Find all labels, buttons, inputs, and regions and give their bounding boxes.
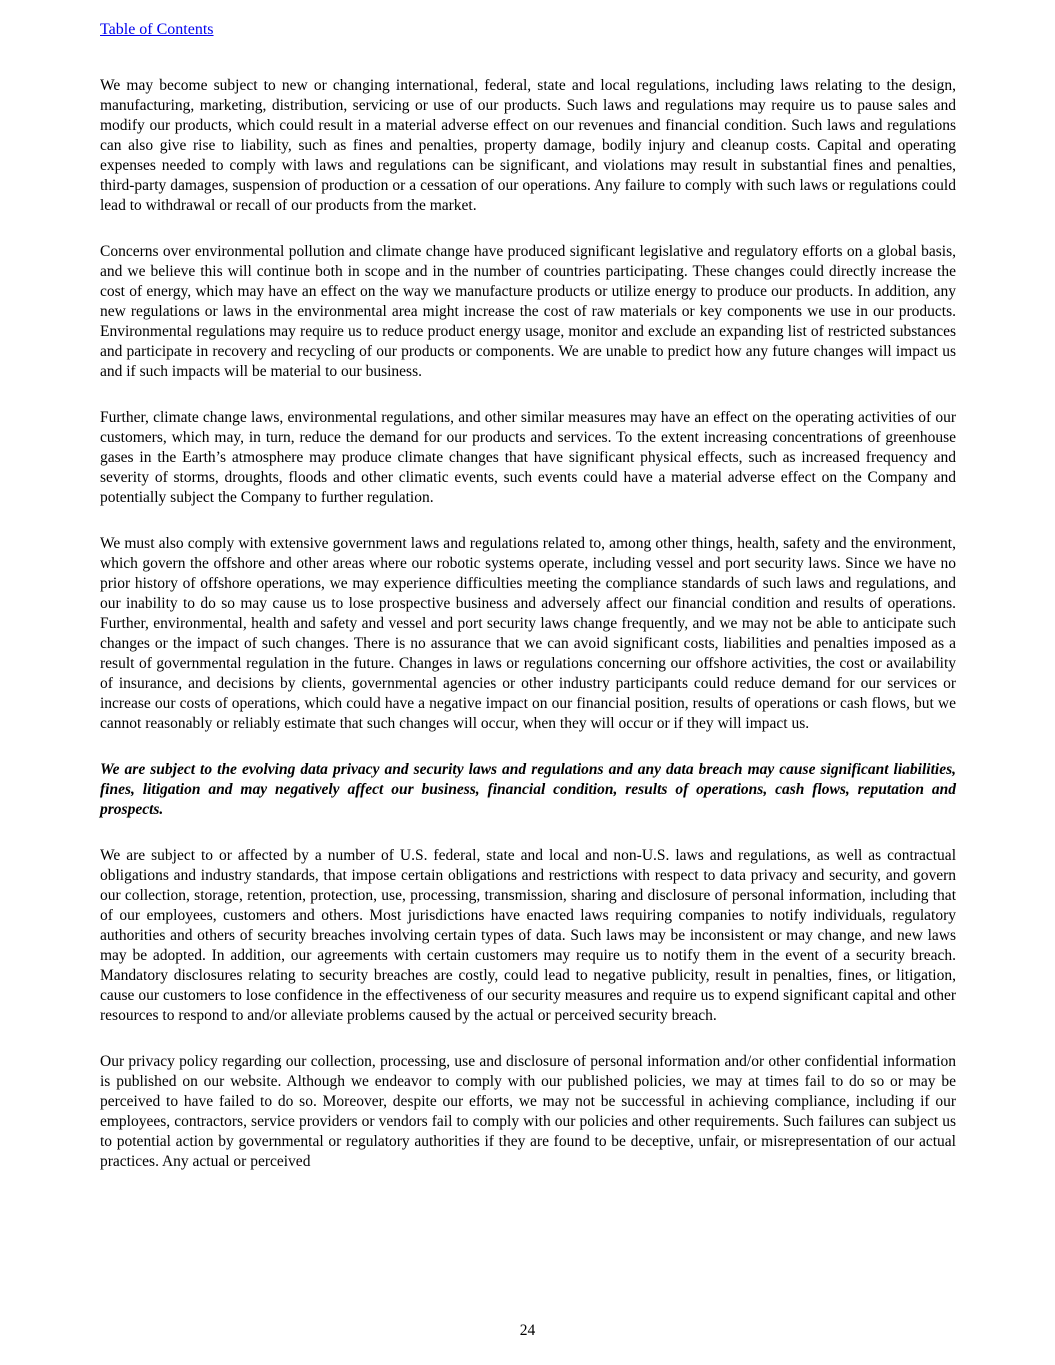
page-content <box>100 20 956 1198</box>
paragraph: We must also comply with extensive government laws and regulations related to, among other things, health, safety and the environment, which govern the offshore and other areas where our robotic systems operate, including vessel and port security laws. Since we have no prior history of offshore operations, we may experience difficulties meeting the compliance standards of such laws and regulations, and our inability to do so may cause us to lose prospective business and adversely affect our financial condition and results of operations. Further, environmental, health and safety and vessel and port security laws change frequently, and we may not be able to anticipate such changes or the impact of such changes. There is no assurance that we can avoid significant costs, liabilities and penalties imposed as a result of governmental regulation in the future. Changes in laws or regulations concerning our offshore activities, the cost or availability of insurance, and decisions by clients, governmental agencies or other industry participants could reduce demand for our services or increase our costs of operations, which could have a negative impact on our financial position, results of operations or cash flows, but we cannot reasonably or reliably estimate that such changes will occur, when they will occur or if they will impact us. <box>100 535 956 732</box>
paragraph: We are subject to or affected by a number of U.S. federal, state and local and non-U.S. laws and regulations, as well as contractual obligations and industry standards, that impose certain obligations and restrictions with respect to data privacy and security, and govern our collection, storage, retention, protection, use, processing, transmission, sharing and disclosure of personal information, including that of our employees, customers and others. Most jurisdictions have enacted laws requiring companies to notify individuals, regulatory authorities and others of security breaches involving certain types of data. Such laws may be inconsistent or may change, and new laws may be adopted. In addition, our agreements with certain customers may require us to notify them in the event of a security breach. Mandatory disclosures relating to security breaches are costly, could lead to negative publicity, result in penalties, fines, or litigation, cause our customers to lose confidence in the effectiveness of our security measures and require us to expend significant capital and other resources to respond to and/or alleviate problems caused by the actual or perceived security breach. <box>100 847 956 1024</box>
risk-factor-heading: We are subject to the evolving data privacy and security laws and regulations and any data breach may cause significant liabilities, fines, litigation and may negatively affect our business, financial condition, results of operations, cash flows, reputation and prospects. <box>100 761 956 818</box>
page-number: 24 <box>519 1322 536 1339</box>
table-of-contents-link[interactable]: Table of Contents <box>100 21 214 38</box>
paragraph: Further, climate change laws, environmental regulations, and other similar measures may have an effect on the operating activities of our customers, which may, in turn, reduce the demand for our products and services. To the extent increasing concentrations of greenhouse gases in the Earth’s atmosphere may produce climate changes that have significant physical effects, such as increased frequency and severity of storms, droughts, floods and other climatic events, such events could have a material adverse effect on the Company and potentially subject the Company to further regulation. <box>100 409 956 506</box>
body-paragraphs <box>100 76 956 1172</box>
paragraph: Our privacy policy regarding our collection, processing, use and disclosure of personal information and/or other confidential information is published on our website. Although we endeavor to comply with our published policies, we may at times fail to do so or may be perceived to have failed to do so. Moreover, despite our efforts, we may not be successful in achieving compliance, including if our employees, contractors, service providers or vendors fail to comply with our policies and other requirements. Such failures can subject us to potential action by governmental or regulatory authorities if they are found to be deceptive, unfair, or misrepresentation of our actual practices. Any actual or perceived <box>100 1053 956 1170</box>
paragraph: We may become subject to new or changing international, federal, state and local regulations, including laws relating to the design, manufacturing, marketing, distribution, servicing or use of our products. Such laws and regulations may require us to pause sales and modify our products, which could result in a material adverse effect on our revenues and financial condition. Such laws and regulations can also give rise to liability, such as fines and penalties, property damage, bodily injury and cleanup costs. Capital and operating expenses needed to comply with laws and regulations can be significant, and violations may result in substantial fines and penalties, third-party damages, suspension of production or a cessation of our operations. Any failure to comply with such laws or regulations could lead to withdrawal or recall of our products from the market. <box>100 77 956 214</box>
paragraph: Concerns over environmental pollution and climate change have produced significant legislative and regulatory efforts on a global basis, and we believe this will continue both in scope and in the number of countries participating. These changes could directly increase the cost of energy, which may have an effect on the way we manufacture products or utilize energy to produce our products. In addition, any new regulations or laws in the environmental area might increase the cost of raw materials or key components we use in our products. Environmental regulations may require us to reduce product energy usage, monitor and exclude an expanding list of restricted substances and participate in recovery and recycling of our products or components. We are unable to predict how any future changes will impact us and if such impacts will be material to our business. <box>100 243 956 380</box>
